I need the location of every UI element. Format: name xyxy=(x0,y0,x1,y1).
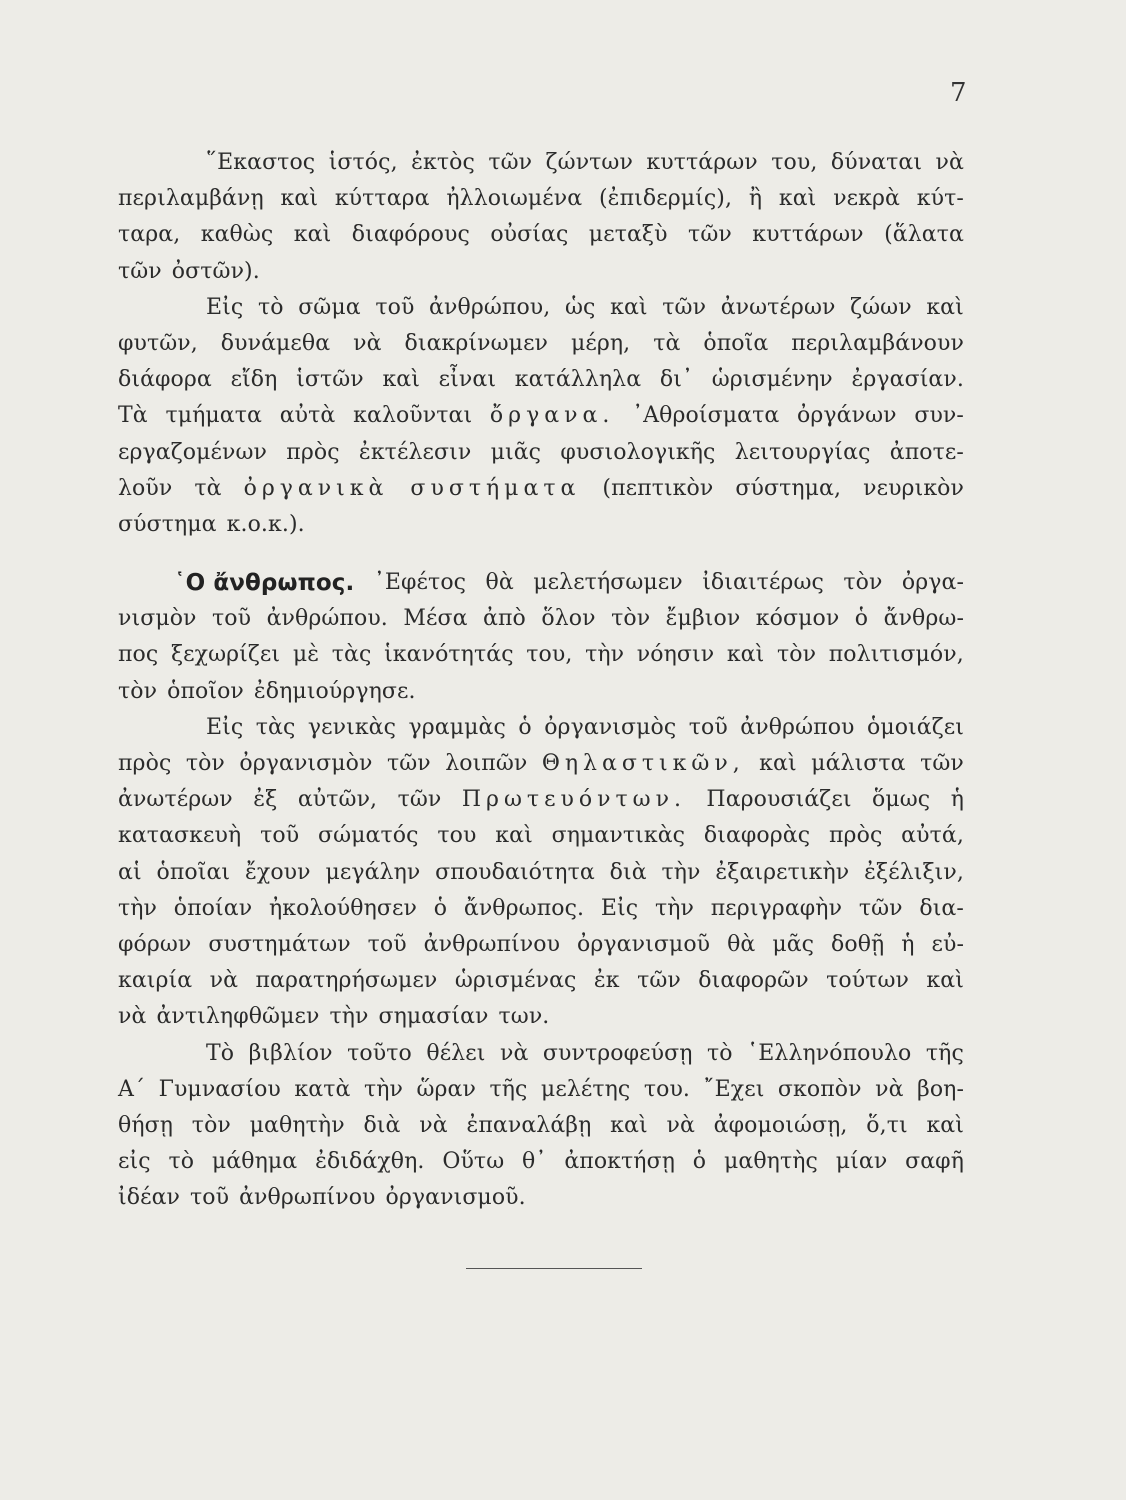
word: ἀφομοιώσῃ, xyxy=(713,1112,848,1138)
word: τῶν xyxy=(386,751,431,776)
word: ὄργανα. xyxy=(489,403,615,429)
word: ἐξέλιξιν, xyxy=(864,859,964,885)
p5-line-1 xyxy=(118,1036,964,1072)
word: ὀργανισμὸν xyxy=(239,751,373,776)
word: ἀποτε- xyxy=(889,439,964,465)
word: τὸν xyxy=(611,606,651,632)
word: τὰ xyxy=(653,330,681,356)
word: τὸ xyxy=(707,1040,733,1066)
word: μὲ xyxy=(292,642,320,668)
word: ἐξαιρετικὴν xyxy=(715,859,850,885)
word: αἱ xyxy=(118,859,142,885)
p4-line-9 xyxy=(118,999,964,1035)
word: αὐτὰ xyxy=(279,403,336,429)
p1-line-4 xyxy=(118,254,964,290)
word: νὰ xyxy=(666,1112,695,1138)
paragraph-gap xyxy=(118,543,964,565)
p2-line-3 xyxy=(118,362,964,398)
word: μεταξὺ xyxy=(588,222,668,248)
word: τὸν xyxy=(118,678,158,704)
word: του, xyxy=(526,642,573,668)
word: ῞Εκαστος xyxy=(206,150,316,175)
word: νὰ xyxy=(935,150,964,175)
word: ἱστῶν xyxy=(296,367,364,393)
word: καὶ xyxy=(293,222,332,248)
word: τμήματα xyxy=(165,403,262,429)
word: ἀνθρώπου, xyxy=(429,294,551,320)
p1-line-3 xyxy=(118,217,964,253)
word: πρὸς xyxy=(829,823,883,849)
word: τὸν xyxy=(185,751,225,776)
word: ὡρισμένας xyxy=(454,968,577,994)
word: Οὕτω xyxy=(442,1149,505,1175)
p5-line-5 xyxy=(118,1180,964,1216)
word: ἱστός, xyxy=(328,150,398,175)
word: διακρίνωμεν xyxy=(404,330,549,356)
p5-line-2 xyxy=(118,1072,964,1108)
p4-line-3 xyxy=(118,782,964,818)
word: θὰ xyxy=(727,931,756,957)
word: δύναται xyxy=(830,150,923,175)
word: ἀποκτήσῃ xyxy=(564,1149,675,1175)
word: ἐδημιούργησε. xyxy=(253,678,416,704)
word: (πεπτικὸν xyxy=(602,475,714,501)
end-rule xyxy=(466,1268,642,1269)
word: κ.ο.κ.). xyxy=(226,511,305,537)
p5-line-3 xyxy=(118,1108,964,1144)
word: καὶ xyxy=(610,294,648,320)
word: γραμμὰς xyxy=(408,714,506,740)
word: ὁποῖον xyxy=(167,678,244,704)
p3-line-3 xyxy=(118,637,964,673)
word: σώματός xyxy=(317,823,419,849)
p3-line-1 xyxy=(118,565,964,601)
p4-line-5 xyxy=(118,855,964,891)
word: τούτων xyxy=(826,968,909,994)
word: πος xyxy=(118,642,159,668)
word: ἠκολούθησεν xyxy=(268,895,417,921)
word: νὰ xyxy=(419,1112,448,1138)
word: μιᾶς xyxy=(490,439,542,465)
word: τοῦ xyxy=(212,606,252,632)
word: λοιπῶν xyxy=(445,751,528,776)
word: (ἅλατα xyxy=(884,222,964,248)
word: ἀντιληφθῶμεν xyxy=(156,1004,320,1030)
word: τὰς xyxy=(331,642,372,668)
word: τῶν xyxy=(397,787,442,813)
word: μελετήσωμεν xyxy=(533,570,683,596)
word: ἀνθρωπίνου xyxy=(423,931,561,957)
word: τὸ xyxy=(257,294,284,320)
word: βιβλίον xyxy=(248,1040,333,1066)
word: ὀργανικὰ xyxy=(243,475,389,501)
word: ἰδιαιτέρως xyxy=(702,570,824,596)
word: τὸν xyxy=(777,642,817,668)
p2-line-4 xyxy=(118,398,964,434)
word: των. xyxy=(498,1004,550,1030)
word: νὰ xyxy=(875,1076,904,1102)
word: ἀνωτέρων xyxy=(118,787,233,813)
word: περιλαμβάνῃ xyxy=(118,186,264,212)
word: διαφόρους xyxy=(351,222,470,248)
word: νεκρὰ xyxy=(833,186,900,212)
word: μίαν xyxy=(835,1149,888,1175)
word: ὁ xyxy=(518,714,532,740)
word: ἄνθρω- xyxy=(883,606,964,632)
word: ἀνθρώπου xyxy=(740,714,855,740)
word: διάφορα xyxy=(118,367,212,393)
word: τὴν xyxy=(118,895,158,921)
p2-line-2 xyxy=(118,326,964,362)
word: εἴδη xyxy=(230,367,278,393)
word: σύστημα xyxy=(118,511,217,537)
word: ἐργασίαν. xyxy=(851,367,964,393)
word: τὴν xyxy=(363,1076,403,1102)
word: ὀργανισμὸς xyxy=(544,714,677,740)
word: τοῦ xyxy=(375,294,415,320)
word: δια- xyxy=(919,895,964,921)
word: ῎Εχει xyxy=(703,1076,765,1102)
word: παρατηρήσωμεν xyxy=(255,968,438,994)
p4-line-7 xyxy=(118,927,964,963)
word: κατασκευὴ xyxy=(118,823,242,849)
word: Μέσα xyxy=(403,606,468,632)
word: λειτουργίας xyxy=(734,439,871,465)
word: αὐτῶν, xyxy=(297,787,378,813)
word: τῆς xyxy=(489,1076,528,1102)
word: καὶ xyxy=(726,642,765,668)
word: ἠλλοιωμένα xyxy=(446,186,583,212)
word: Θηλαστικῶν, xyxy=(541,751,745,776)
word: καὶ xyxy=(926,968,964,994)
word: ξεχωρίζει xyxy=(170,642,281,668)
word: ταρα, xyxy=(118,222,181,248)
word: κατὰ xyxy=(294,1076,351,1102)
word: νισμὸν xyxy=(118,606,197,632)
word: ἐδιδάχθη. xyxy=(315,1149,425,1175)
word: κυττάρων xyxy=(646,150,758,175)
word: τὸ xyxy=(168,1149,195,1175)
word: μέρη, xyxy=(570,330,631,356)
word: τὴν xyxy=(654,895,694,921)
word: περιλαμβάνουν xyxy=(791,330,964,356)
word: τοῦ xyxy=(260,823,300,849)
word: ὡρισμένην xyxy=(711,367,833,393)
p2-line-1 xyxy=(118,290,964,326)
word: ζώων xyxy=(850,294,912,320)
word: ὁποῖαι xyxy=(156,859,231,885)
word: ὡς xyxy=(565,294,596,320)
word: ἔμβιον xyxy=(665,606,741,632)
word: ὁποίαν xyxy=(173,895,253,921)
word: τῶν xyxy=(662,294,707,320)
word: ὅλον xyxy=(541,606,596,632)
word: τὸν xyxy=(843,570,883,596)
word: τῶν xyxy=(920,751,964,776)
word: ἰδέαν xyxy=(118,1185,180,1211)
word: αὐτά, xyxy=(901,823,964,849)
word: Τὸ xyxy=(206,1040,235,1066)
word: σαφῆ xyxy=(905,1149,964,1175)
body-text xyxy=(118,145,964,1216)
word: μάλιστα xyxy=(811,751,906,776)
word: σπουδαιότητα xyxy=(435,859,595,885)
word: ἡ xyxy=(950,787,964,813)
word: καὶ xyxy=(382,367,420,393)
word: τοῦ xyxy=(688,714,728,740)
word: Α΄ xyxy=(118,1076,146,1102)
word: τοῦ xyxy=(367,931,407,957)
word: περιγραφὴν xyxy=(710,895,843,921)
word: του, xyxy=(771,150,818,175)
p4-line-6 xyxy=(118,891,964,927)
word: θ᾽ xyxy=(522,1149,547,1175)
p2-line-6 xyxy=(118,471,964,507)
word: τῆς xyxy=(925,1040,964,1066)
word: ὁμοιάζει xyxy=(866,714,964,740)
word: Εἰς xyxy=(600,895,639,921)
word: καὶ xyxy=(926,1112,964,1138)
p3-line-2 xyxy=(118,601,964,637)
word: θέλει xyxy=(426,1040,486,1066)
word: ὀστῶν). xyxy=(171,258,260,284)
word: ἀνωτέρων xyxy=(720,294,836,320)
word: σύστημα, xyxy=(735,475,842,501)
word: θὰ xyxy=(485,570,514,596)
word: καὶ xyxy=(610,1112,648,1138)
word: θήσῃ xyxy=(118,1112,174,1138)
word: δι᾽ xyxy=(659,367,694,393)
word: ἐκτὸς xyxy=(411,150,475,175)
word: συστημάτων xyxy=(208,931,351,957)
word: μᾶς xyxy=(772,931,815,957)
word: νὰ xyxy=(118,1004,147,1030)
p4-line-8 xyxy=(118,963,964,999)
word: Τὰ xyxy=(118,403,148,429)
word: ὀργανισμοῦ xyxy=(577,931,711,957)
word: σημαντικὰς xyxy=(551,823,686,849)
word: Παρουσιάζει xyxy=(706,787,852,813)
word: φυσιολογικῆς xyxy=(560,439,716,465)
word: ὁ xyxy=(433,895,448,921)
word: νόησιν xyxy=(636,642,715,668)
word: ἔχουν xyxy=(244,859,311,885)
p1-line-1 xyxy=(118,145,964,181)
word: καὶ xyxy=(926,294,964,320)
word: εὐ- xyxy=(931,931,964,957)
word: ἀπὸ xyxy=(483,606,526,632)
word: κυττάρων xyxy=(752,222,864,248)
word: εργαζομένων xyxy=(118,439,267,465)
section-heading: ῾Ο ἄνθρωπος. xyxy=(174,570,355,597)
word: εἶναι xyxy=(438,367,497,393)
word: λοῦν xyxy=(118,475,173,501)
word: διὰ xyxy=(363,1112,401,1138)
word: ῾Ελληνόπουλο xyxy=(747,1040,912,1066)
word: του xyxy=(437,823,477,849)
word: νὰ xyxy=(353,330,382,356)
word: ἐκ xyxy=(593,968,620,994)
word: τὴν xyxy=(585,642,625,668)
word: τῶν xyxy=(858,895,903,921)
word: οὐσίας xyxy=(490,222,569,248)
word: πολιτισμόν, xyxy=(828,642,964,668)
p4-line-2 xyxy=(118,746,964,782)
word: καιρία xyxy=(118,968,193,994)
p1-line-2 xyxy=(118,181,964,217)
word: ἢ xyxy=(748,186,763,212)
word: ὁ xyxy=(854,606,869,632)
word: ἐκτέλεσιν xyxy=(358,439,472,465)
word: ζώντων xyxy=(545,150,633,175)
word: τὴν xyxy=(661,859,701,885)
word: καὶ xyxy=(778,186,817,212)
word: μάθημα xyxy=(211,1149,298,1175)
word: ἄνθρωπος. xyxy=(463,895,585,921)
word: φυτῶν, xyxy=(118,330,198,356)
word: καὶ xyxy=(759,751,797,776)
word: πρὸς xyxy=(118,751,172,776)
word: (ἐπιδερμίς), xyxy=(598,186,733,212)
word: Πρωτευόντων. xyxy=(461,787,686,813)
word: ὁ xyxy=(692,1149,707,1175)
word: κύτταρα xyxy=(334,186,430,212)
word: δυνάμεθα xyxy=(220,330,331,356)
word: τοῦτο xyxy=(347,1040,412,1066)
word: νὰ xyxy=(209,968,239,994)
word: τὸν xyxy=(191,1112,231,1138)
word: τῶν xyxy=(118,258,162,284)
page-number: 7 xyxy=(950,78,967,108)
word: συντροφεύσῃ xyxy=(542,1040,693,1066)
word: τὰς xyxy=(255,714,296,740)
word: ᾽Εφέτος xyxy=(373,570,467,596)
word: διαφορῶν xyxy=(698,968,809,994)
word: τοῦ xyxy=(190,1185,230,1211)
word: ἐπαναλάβῃ xyxy=(466,1112,592,1138)
word: μαθητὴς xyxy=(723,1149,818,1175)
word: τὰ xyxy=(194,475,222,501)
p4-line-1 xyxy=(118,710,964,746)
p3-line-4 xyxy=(118,674,964,710)
word: ἱκανότητάς xyxy=(384,642,514,668)
word: συν- xyxy=(914,403,964,429)
word: του. xyxy=(643,1076,691,1102)
word: ὀργανισμοῦ. xyxy=(385,1185,526,1211)
word: ἀνθρωπίνου xyxy=(239,1185,376,1211)
word: ὅ,τι xyxy=(866,1112,908,1138)
word: κατάλληλα xyxy=(514,367,642,393)
p2-line-5 xyxy=(118,435,964,471)
word: Εἰς xyxy=(206,714,244,740)
word: κόσμον xyxy=(755,606,840,632)
word: μαθητὴν xyxy=(249,1112,345,1138)
word: σῶμα xyxy=(298,294,361,320)
word: ᾽Αθροίσματα xyxy=(632,403,780,429)
word: ὀργάνων xyxy=(797,403,897,429)
word: τὴν xyxy=(329,1004,369,1030)
word: τῶν xyxy=(488,150,533,175)
word: εἰς xyxy=(118,1149,151,1175)
word: καθὼς xyxy=(200,222,274,248)
word: σημασίαν xyxy=(378,1004,489,1030)
word: ὅμως xyxy=(872,787,931,813)
word: ὀργα- xyxy=(901,570,964,596)
word: διὰ xyxy=(609,859,647,885)
word: κύτ- xyxy=(916,186,964,212)
word: βοη- xyxy=(917,1076,964,1102)
p4-line-4 xyxy=(118,818,964,854)
word: Γυμνασίου xyxy=(158,1076,281,1102)
word: ἐξ xyxy=(253,787,278,813)
word: συστήματα xyxy=(410,475,581,501)
word: Εἰς xyxy=(206,294,244,320)
word: φόρων xyxy=(118,931,192,957)
word: ὥραν xyxy=(416,1076,476,1102)
word: ἡ xyxy=(901,931,915,957)
word: ἀνθρώπου. xyxy=(266,606,388,632)
word: μεγάλην xyxy=(325,859,421,885)
word: σκοπὸν xyxy=(777,1076,862,1102)
word: καλοῦνται xyxy=(353,403,473,429)
word: τῶν xyxy=(688,222,732,248)
word: καὶ xyxy=(495,823,533,849)
p5-line-4 xyxy=(118,1144,964,1180)
word: καὶ xyxy=(280,186,319,212)
word: νὰ xyxy=(499,1040,529,1066)
word: διαφορὰς xyxy=(703,823,811,849)
word: πρὸς xyxy=(286,439,340,465)
word: νευρικὸν xyxy=(863,475,964,501)
word: ὁποῖα xyxy=(703,330,769,356)
p2-line-7 xyxy=(118,507,964,543)
word: τῶν xyxy=(637,968,681,994)
word: γενικὰς xyxy=(307,714,397,740)
word: δοθῇ xyxy=(831,931,885,957)
word: μελέτης xyxy=(540,1076,631,1102)
